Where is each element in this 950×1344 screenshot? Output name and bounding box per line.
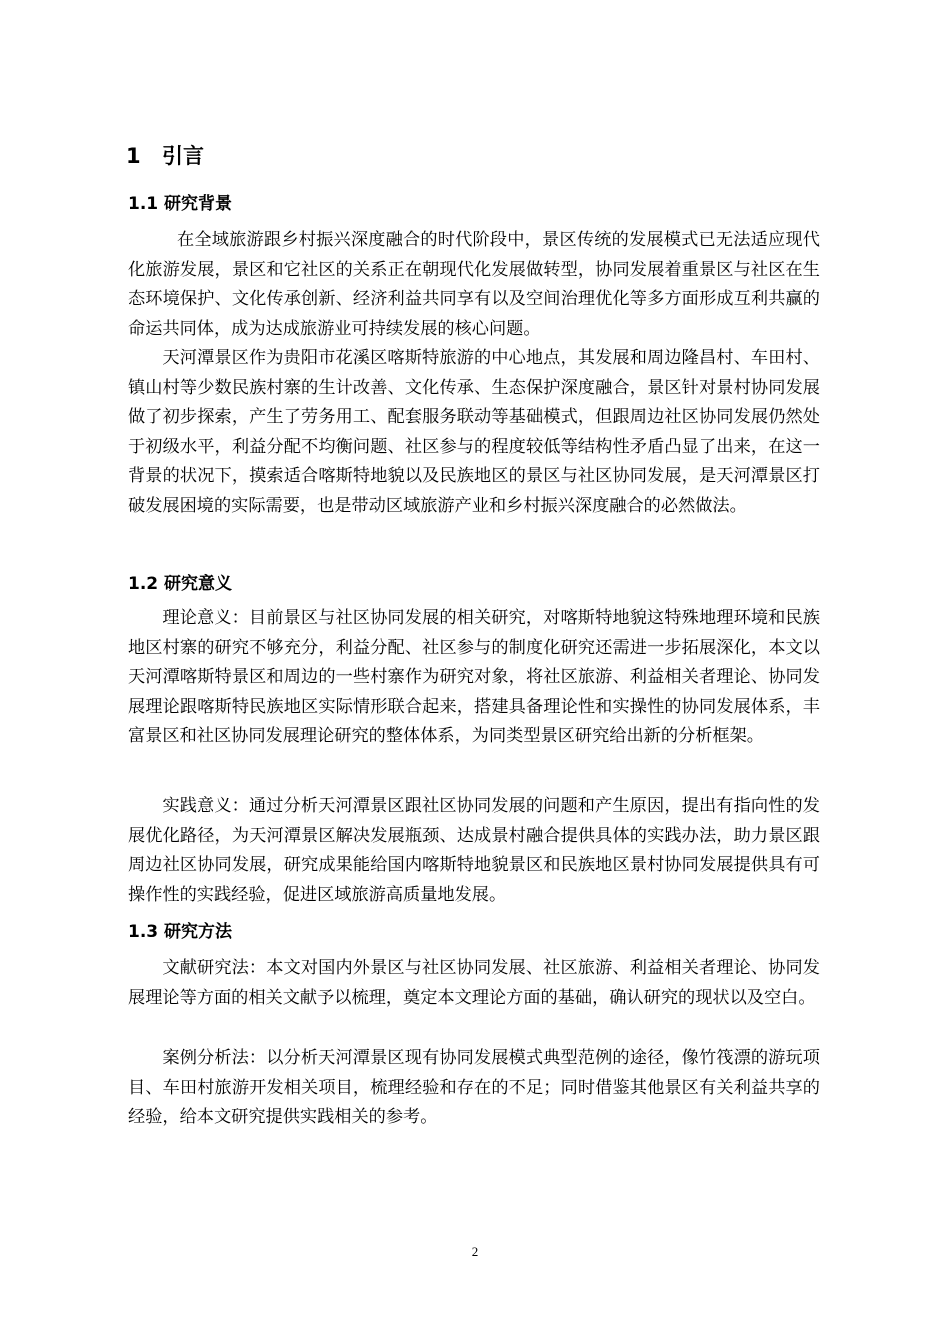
section-heading-significance: 1.2 研究意义 bbox=[128, 574, 233, 594]
chapter-heading bbox=[126, 140, 204, 172]
chapter-title: 引言 bbox=[162, 144, 204, 168]
paragraph-practical-significance: 实践意义：通过分析天河潭景区跟社区协同发展的问题和产生原因，提出有指向性的发展优化路径，为天河潭景区解决发展瓶颈、达成景村融合提供具体的实践办法，助力景区跟周边社区协同发展，研究成果能给国内喀斯特地貌景区和民族地区景村协同发展提供具有可操作性的实践经验，促进区域旅游高质量地发展。 bbox=[128, 796, 820, 905]
paragraph-literature-method: 文献研究法：本文对国内外景区与社区协同发展、社区旅游、利益相关者理论、协同发展理论等方面的相关文献予以梳理，奠定本文理论方面的基础，确认研究的现状以及空白。 bbox=[128, 958, 820, 1008]
section-heading-methods: 1.3 研究方法 bbox=[128, 922, 233, 942]
section-heading-background: 1.1 研究背景 bbox=[128, 194, 233, 214]
paragraph-background-2: 天河潭景区作为贵阳市花溪区喀斯特旅游的中心地点，其发展和周边隆昌村、车田村、镇山村等少数民族村寨的生计改善、文化传承、生态保护深度融合，景区针对景村协同发展做了初步探索，产生了劳务用工、配套服务联动等基础模式，但跟周边社区协同发展仍然处于初级水平，利益分配不均衡问题、社区参与的程度较低等结构性矛盾凸显了出来，在这一背景的状况下，摸索适合喀斯特地貌以及民族地区的景区与社区协同发展，是天河潭景区打破发展困境的实际需要，也是带动区域旅游产业和乡村振兴深度融合的必然做法。 bbox=[128, 348, 820, 516]
chapter-number: 1 bbox=[126, 144, 141, 168]
page-number: 2 bbox=[471, 1244, 479, 1259]
paragraph-theoretical-significance: 理论意义：目前景区与社区协同发展的相关研究，对喀斯特地貌这特殊地理环境和民族地区村寨的研究不够充分，利益分配、社区参与的制度化研究还需进一步拓展深化，本文以天河潭喀斯特景区和周边的一些村寨作为研究对象，将社区旅游、利益相关者理论、协同发展理论跟喀斯特民族地区实际情形联合起来，搭建具备理论性和实操性的协同发展体系，丰富景区和社区协同发展理论研究的整体体系，为同类型景区研究给出新的分析框架。 bbox=[128, 608, 820, 746]
paragraph-case-method: 案例分析法：以分析天河潭景区现有协同发展模式典型范例的途径，像竹筏漂的游玩项目、车田村旅游开发相关项目，梳理经验和存在的不足；同时借鉴其他景区有关利益共享的经验，给本文研究提供实践相关的参考。 bbox=[128, 1048, 820, 1127]
paragraph-background-1: 在全域旅游跟乡村振兴深度融合的时代阶段中，景区传统的发展模式已无法适应现代化旅游发展，景区和它社区的关系正在朝现代化发展做转型，协同发展着重景区与社区在生态环境保护、文化传承创新、经济利益共同享有以及空间治理优化等多方面形成互利共赢的命运共同体，成为达成旅游业可持续发展的核心问题。 bbox=[128, 230, 820, 339]
